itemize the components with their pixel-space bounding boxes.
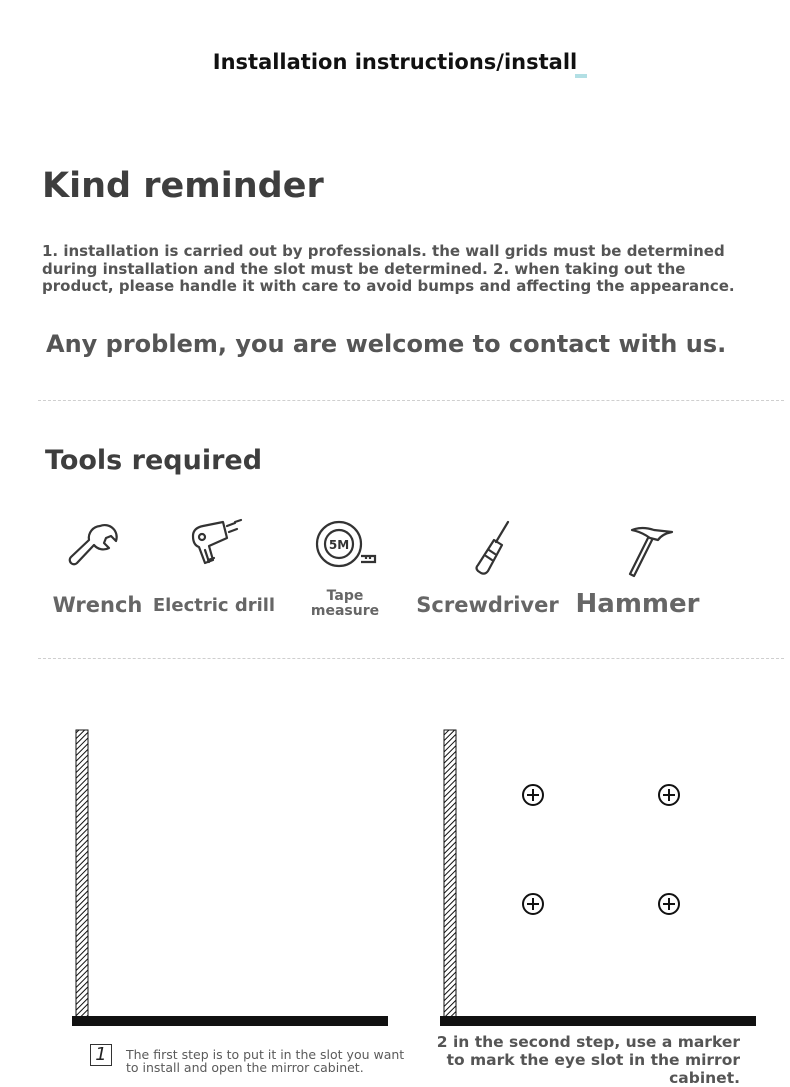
step2-diagram [430, 720, 770, 1040]
reminder-text: 1. installation is carried out by professionals. the wall grids must be determined during installation and the slot must be determined. 2. when taking out the product, please handle it with care to avoid bumps and affecting the appearance. [42, 242, 735, 295]
page-title: Installation instructions/install [212, 50, 578, 74]
floor [72, 1016, 388, 1026]
tool-label-tape: Tape measure [310, 588, 380, 619]
tool-label-drill: Electric drill [152, 595, 276, 616]
screw-mark-icon [523, 785, 543, 805]
wall [76, 730, 88, 1020]
tool-wrench [64, 516, 128, 584]
screw-mark-icon [523, 894, 543, 914]
divider [38, 658, 784, 659]
contact-text: Any problem, you are welcome to contact with us. [46, 330, 727, 358]
hammer-icon [620, 518, 684, 582]
tape-measure-icon [313, 516, 377, 580]
tool-hammer [620, 518, 684, 586]
drill-icon [185, 516, 249, 580]
tool-tape [313, 516, 377, 584]
wrench-icon [64, 516, 128, 580]
screwdriver-icon [460, 516, 524, 580]
tool-drill [185, 516, 249, 584]
step2-caption: 2 in the second step, use a marker to mark the eye slot in the mirror cabinet. [436, 1033, 740, 1087]
wall [444, 730, 456, 1020]
screw-marks [523, 785, 679, 914]
step1-caption: The first step is to put it in the slot you want to install and open the mirror cabinet. [126, 1047, 405, 1075]
divider [38, 400, 784, 401]
step1-diagram [60, 720, 400, 1040]
tool-label-screwdriver: Screwdriver [416, 593, 559, 617]
reminder-heading: Kind reminder [42, 166, 324, 206]
tape-badge: 5M [328, 538, 350, 552]
title-mark [575, 74, 587, 78]
tool-label-wrench: Wrench [52, 593, 143, 617]
tools-heading: Tools required [45, 445, 263, 476]
screw-mark-icon [659, 785, 679, 805]
floor [440, 1016, 756, 1026]
step1-number: 1 [90, 1044, 112, 1066]
tool-screwdriver [460, 516, 524, 584]
screw-mark-icon [659, 894, 679, 914]
tool-label-hammer: Hammer [575, 589, 700, 619]
